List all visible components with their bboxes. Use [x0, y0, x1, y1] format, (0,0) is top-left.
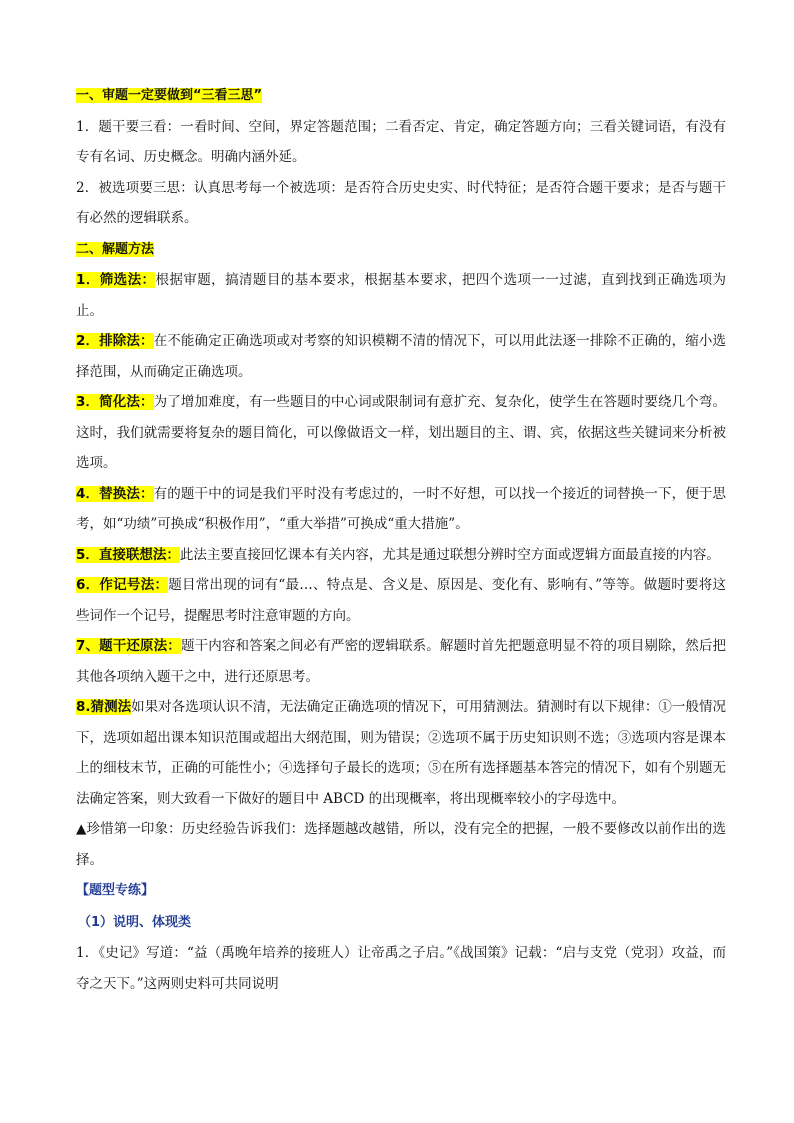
section2-heading-line: [76, 234, 726, 266]
method-label: 3．简化法：: [76, 394, 154, 410]
first-impression-note: ▲珍惜第一印象：历史经验告诉我们：选择题越改越错，所以，没有完全的把握，一般不要修改以前作出的选择。: [76, 821, 726, 868]
method-label: 6．作记号法：: [76, 577, 169, 593]
method-text: 根据审题，搞清题目的基本要求，根据基本要求，把四个选项一一过滤，直到找到正确选项为止。: [76, 272, 726, 319]
method-text: 为了增加难度，有一些题目的中心词或限制词有意扩充、复杂化，使学生在答题时要绕几个弯。这时，我们就需要将复杂的题目简化，可以像做语文一样，划出题目的主、谓、宾，依据这些关键词来分析被选项。: [76, 394, 726, 471]
method-5: [76, 540, 726, 571]
practice-heading: 【题型专练】: [76, 883, 155, 898]
method-label: 4．替换法：: [76, 485, 154, 502]
section1-heading: 一、审题一定要做到“三看三思”: [76, 88, 263, 103]
document-body: [76, 80, 726, 999]
method-label: 8.猜测法: [76, 699, 132, 715]
practice-heading-line: [76, 875, 726, 907]
method-label: 5．直接联想法：: [76, 546, 180, 563]
method-text: 此法主要直接回忆课本有关内容，尤其是通过联想分辨时空方面或逻辑方面最直接的内容。: [179, 546, 720, 563]
question-1: 1．《史记》写道：“益（禹晚年培养的接班人）让帝禹之子启。”《战国策》记载：“启与支党（党羽）攻益，而夺之天下。”这两则史料可共同说明: [76, 945, 726, 992]
method-6: [76, 570, 726, 631]
method-text: 有的题干中的词是我们平时没有考虑过的，一时不好想，可以找一个接近的词替换一下，便于思考，如“功绩”可换成“积极作用”，“重大举措”可换成“重大措施”。: [76, 485, 726, 532]
method-text: 如果对各选项认识不清，无法确定正确选项的情况下，可用猜测法。猜测时有以下规律：①一般情况下，选项如超出课本知识范围或超出大纲范围，则为错误；②选项不属于历史知识则不选；③选项内容是课本上的细枝末节，正确的可能性小；④选择句子最长的选项；⑤在所有选择题基本答完的情况下，如有个别题无法确定答案，则大致看一下做好的题目中 ABCD 的出现概率，将出现概率较小的字母选中。: [76, 699, 726, 807]
section1-heading-line: [76, 80, 726, 112]
practice-subheading: （1）说明、体现类: [78, 914, 192, 930]
section2-heading: 二、解题方法: [76, 241, 155, 257]
method-text: 题干内容和答案之间必有严密的逻辑联系。解题时首先把题意明显不符的项目剔除，然后把其他各项纳入题干之中，进行还原思考。: [76, 638, 726, 685]
section1-paragraph-2: 2．被选项要三思：认真思考每一个被选项：是否符合历史史实、时代特征；是否符合题干要求；是否与题干有必然的逻辑联系。: [76, 179, 726, 226]
section1-paragraph-1: 1．题干要三看：一看时间、空间，界定答题范围；二看否定、肯定，确定答题方向；三看关键词语，有没有专有名词、历史概念。明确内涵外延。: [76, 118, 726, 165]
method-text: 在不能确定正确选项或对考察的知识模糊不清的情况下，可以用此法逐一排除不正确的，缩小选择范围，从而确定正确选项。: [76, 333, 726, 380]
practice-subheading-line: [76, 907, 726, 939]
method-7: [76, 631, 726, 692]
method-text: 题目常出现的词有“最…、特点是、含义是、原因是、变化有、影响有、”等等。做题时要将这些词作一个记号，提醒思考时注意审题的方向。: [76, 577, 726, 624]
method-2: [76, 326, 726, 387]
method-1: [76, 265, 726, 326]
method-label: 2．排除法：: [76, 333, 154, 349]
method-label: 7、题干还原法：: [76, 638, 181, 654]
method-4: [76, 479, 726, 540]
method-8: [76, 692, 726, 814]
method-3: [76, 387, 726, 479]
method-label: 1．筛选法：: [76, 272, 156, 288]
